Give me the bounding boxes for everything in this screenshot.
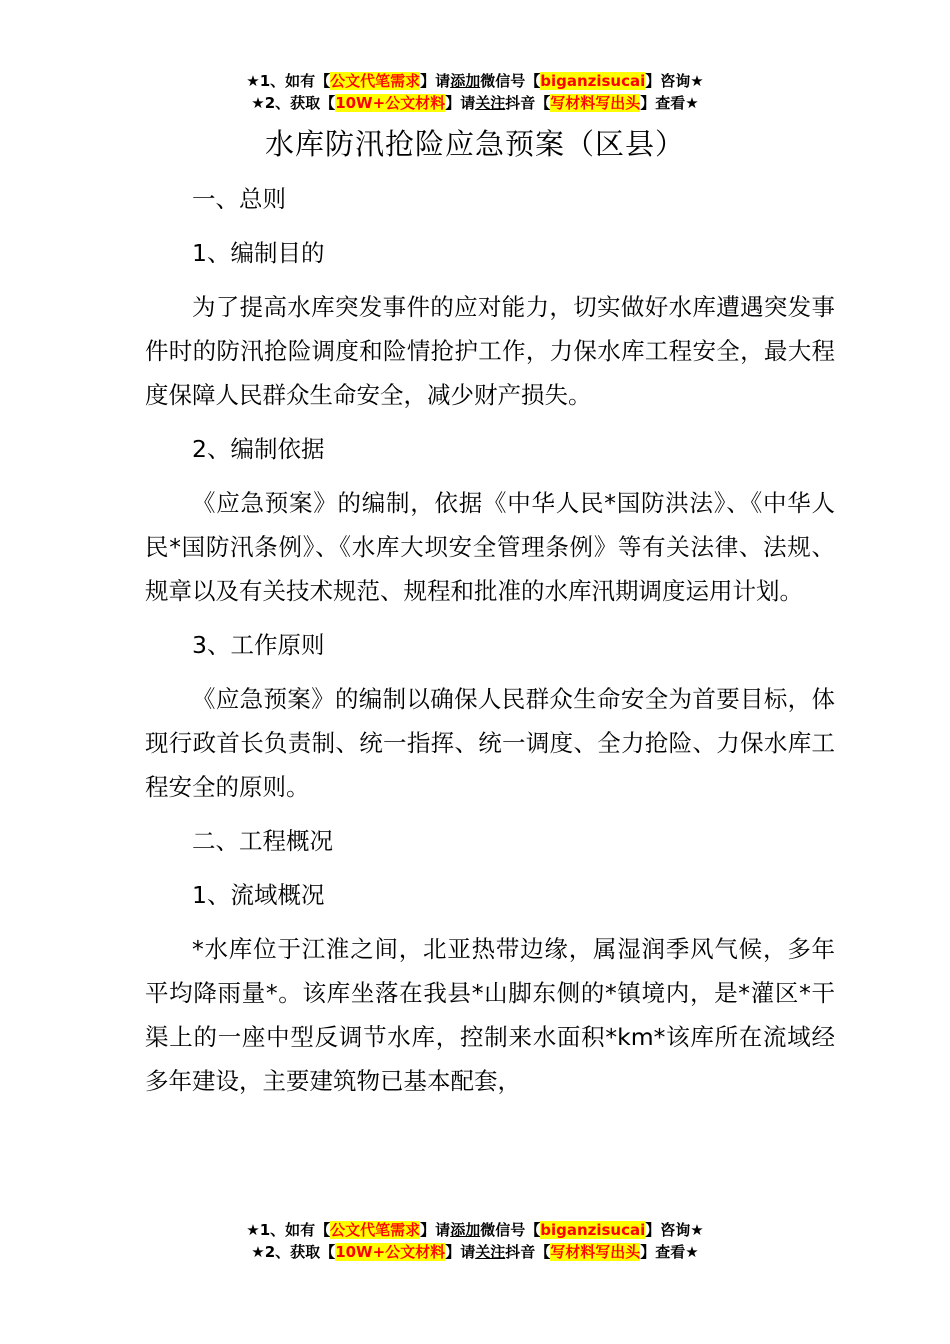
banner-text: 2、获取【 bbox=[264, 94, 336, 112]
banner-text: 1、如有【 bbox=[259, 72, 331, 90]
banner-highlight: 公文代笔需求 bbox=[330, 72, 421, 90]
banner-underline: 添加 bbox=[450, 72, 481, 90]
subsection-heading: 3、工作原则 bbox=[192, 631, 325, 659]
banner-text: 2、获取【 bbox=[264, 1243, 336, 1261]
section-heading: 二、工程概况 bbox=[192, 827, 333, 855]
banner-line-2 bbox=[0, 1241, 950, 1263]
banner-underline: 关注 bbox=[475, 94, 506, 112]
body-paragraph: *水库位于江淮之间，北亚热带边缘，属湿润季风气候，多年平均降雨量*。该库坐落在我县*山脚东侧的*镇境内，是*灌区*干渠上的一座中型反调节水库，控制来水面积*km*该库所在流域经多年建设，主要建筑物已基本配套， bbox=[145, 935, 835, 1095]
banner-highlight: biganzisucai bbox=[540, 72, 646, 90]
bottom-banner bbox=[0, 1219, 950, 1263]
body-paragraph: 为了提高水库突发事件的应对能力，切实做好水库遭遇突发事件时的防汛抢险调度和险情抢护工作，力保水库工程安全，最大程度保障人民群众生命安全，减少财产损失。 bbox=[145, 293, 835, 409]
banner-text: 微信号【 bbox=[480, 1221, 541, 1239]
star-icon: ★ bbox=[246, 1221, 260, 1239]
document-body bbox=[145, 177, 835, 1113]
banner-text: 】查看★ bbox=[640, 94, 699, 112]
star-icon: ★ bbox=[246, 72, 260, 90]
document-title: 水库防汛抢险应急预案（区县） bbox=[264, 127, 685, 161]
banner-text: 】请 bbox=[420, 1221, 451, 1239]
subsection-heading: 2、编制依据 bbox=[192, 435, 325, 463]
banner-text: 】查看★ bbox=[640, 1243, 699, 1261]
banner-text: 】请 bbox=[445, 1243, 476, 1261]
banner-text: 1、如有【 bbox=[259, 1221, 331, 1239]
star-icon: ★ bbox=[251, 94, 265, 112]
banner-text: 抖音【 bbox=[505, 94, 551, 112]
section-heading: 一、总则 bbox=[192, 185, 286, 213]
banner-line-2 bbox=[0, 92, 950, 114]
banner-highlight: 公文代笔需求 bbox=[330, 1221, 421, 1239]
banner-text: 】咨询★ bbox=[645, 72, 704, 90]
banner-highlight: biganzisucai bbox=[540, 1221, 646, 1239]
body-paragraph: 《应急预案》的编制，依据《中华人民*国防洪法》、《中华人民*国防汛条例》、《水库大坝安全管理条例》等有关法律、法规、规章以及有关技术规范、规程和批准的水库汛期调度运用计划。 bbox=[145, 489, 835, 605]
banner-line-1 bbox=[0, 70, 950, 92]
star-icon: ★ bbox=[251, 1243, 265, 1261]
banner-highlight: 写材料写出头 bbox=[550, 1243, 641, 1261]
banner-underline: 关注 bbox=[475, 1243, 506, 1261]
banner-highlight: 10W+公文材料 bbox=[335, 1243, 446, 1261]
subsection-heading: 1、编制目的 bbox=[192, 239, 325, 267]
banner-text: 】请 bbox=[445, 94, 476, 112]
banner-line-1 bbox=[0, 1219, 950, 1241]
banner-text: 微信号【 bbox=[480, 72, 541, 90]
subsection-heading: 1、流域概况 bbox=[192, 881, 325, 909]
top-banner bbox=[0, 70, 950, 114]
banner-underline: 添加 bbox=[450, 1221, 481, 1239]
body-paragraph: 《应急预案》的编制以确保人民群众生命安全为首要目标，体现行政首长负责制、统一指挥、统一调度、全力抢险、力保水库工程安全的原则。 bbox=[145, 685, 835, 801]
banner-text: 】请 bbox=[420, 72, 451, 90]
banner-highlight: 写材料写出头 bbox=[550, 94, 641, 112]
banner-text: 】咨询★ bbox=[645, 1221, 704, 1239]
banner-text: 抖音【 bbox=[505, 1243, 551, 1261]
banner-highlight: 10W+公文材料 bbox=[335, 94, 446, 112]
